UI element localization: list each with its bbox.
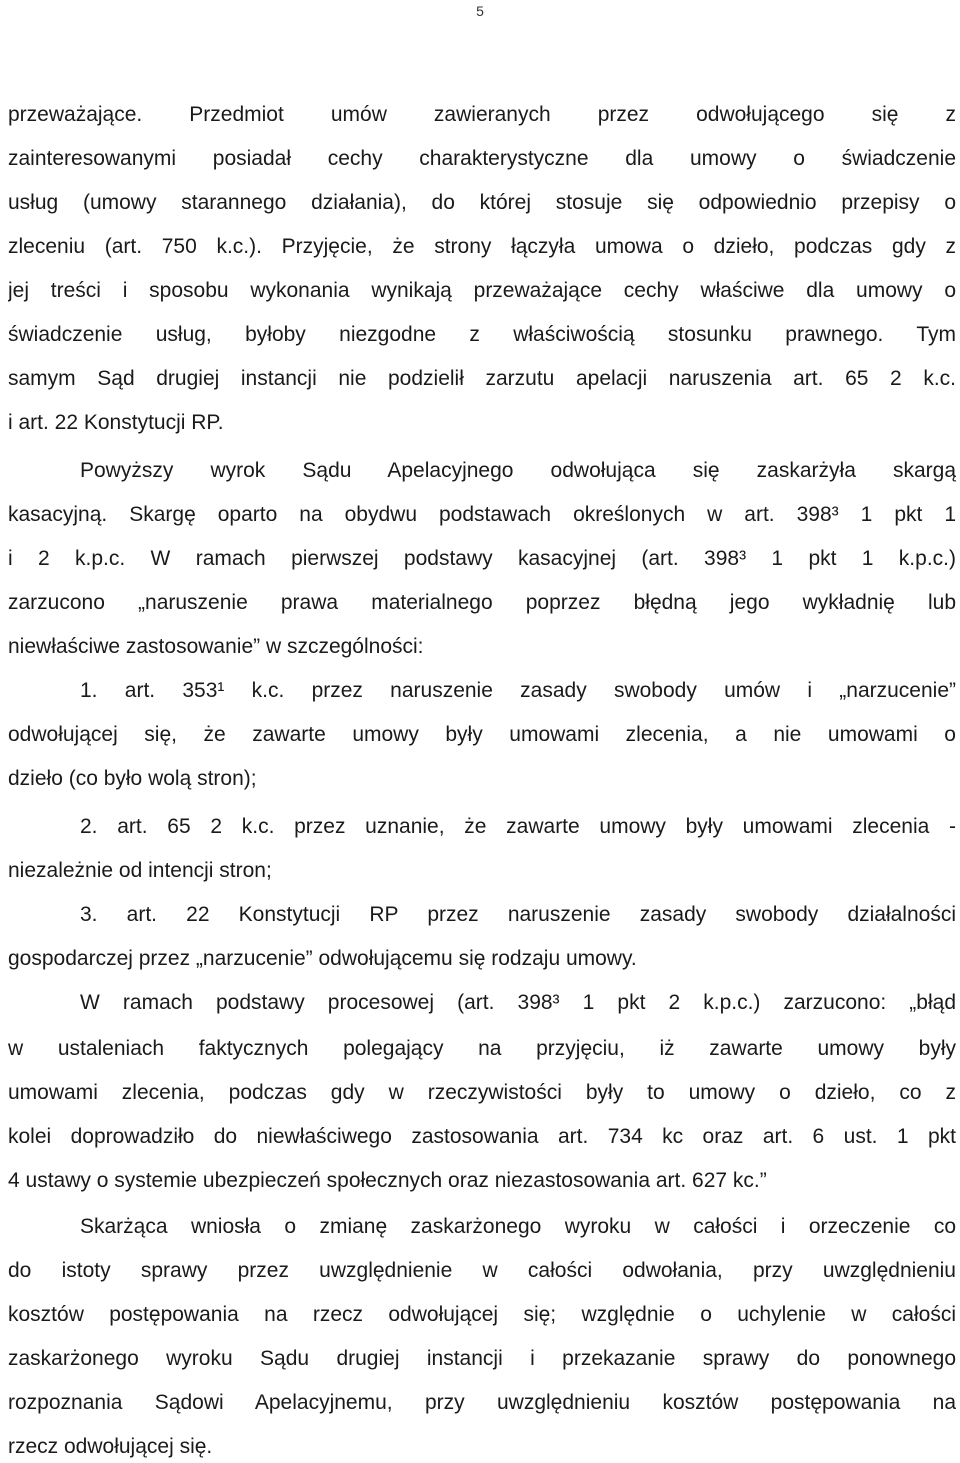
text-line: Skarżąca wniosła o zmianę zaskarżonego wyroku w całości i orzeczenie co [80, 1215, 956, 1238]
text-line: niewłaściwe zastosowanie” w szczególności: [8, 635, 424, 658]
text-line: zaskarżonego wyroku Sądu drugiej instancji i przekazanie sprawy do ponownego [8, 1347, 956, 1370]
text-line: odwołującej się, że zawarte umowy były umowami zlecenia, a nie umowami o [8, 723, 956, 746]
text-line: zarzucono „naruszenie prawa materialnego poprzez błędną jego wykładnię lub [8, 591, 956, 614]
text-line: 4 ustawy o systemie ubezpieczeń społecznych oraz niezastosowania art. 627 kc.” [8, 1169, 767, 1192]
text-line: W ramach podstawy procesowej (art. 398³ 1 pkt 2 k.p.c.) zarzucono: „błąd [80, 991, 956, 1014]
text-line: rzecz odwołującej się. [8, 1435, 213, 1458]
text-line: zleceniu (art. 750 k.c.). Przyjęcie, że strony łączyła umowa o dzieło, podczas gdy z [8, 235, 956, 258]
list-item-2: 2. art. 65 2 k.c. przez uznanie, że zawarte umowy były umowami zlecenia - [80, 815, 956, 838]
text-line: dzieło (co było wolą stron); [8, 767, 257, 790]
text-line: do istoty sprawy przez uwzględnienie w całości odwołania, przy uwzględnieniu [8, 1259, 956, 1282]
text-line: kosztów postępowania na rzecz odwołującej się; względnie o uchylenie w całości [8, 1303, 956, 1326]
text-line: świadczenie usług, byłoby niezgodne z właściwością stosunku prawnego. Tym [8, 323, 956, 346]
text-line: umowami zlecenia, podczas gdy w rzeczywistości były to umowy o dzieło, co z [8, 1081, 956, 1104]
text-line: samym Sąd drugiej instancji nie podzielił zarzutu apelacji naruszenia art. 65 2 k.c. [8, 367, 956, 390]
list-item-1: 1. art. 353¹ k.c. przez naruszenie zasady swobody umów i „narzucenie” [80, 679, 956, 702]
text-line: usług (umowy starannego działania), do której stosuje się odpowiednio przepisy o [8, 191, 956, 214]
text-line: i art. 22 Konstytucji RP. [8, 411, 224, 434]
list-item-3: 3. art. 22 Konstytucji RP przez naruszenie zasady swobody działalności [80, 903, 956, 926]
page-number: 5 [476, 3, 484, 19]
text-line: niezależnie od intencji stron; [8, 859, 272, 882]
text-line: kolei doprowadziło do niewłaściwego zastosowania art. 734 kc oraz art. 6 ust. 1 pkt [8, 1125, 956, 1148]
text-line: przeważające. Przedmiot umów zawieranych przez odwołującego się z [8, 103, 956, 126]
text-line: i 2 k.p.c. W ramach pierwszej podstawy kasacyjnej (art. 398³ 1 pkt 1 k.p.c.) [8, 547, 956, 570]
text-line: zainteresowanymi posiadał cechy charakterystyczne dla umowy o świadczenie [8, 147, 956, 170]
text-line: rozpoznania Sądowi Apelacyjnemu, przy uwzględnieniu kosztów postępowania na [8, 1391, 956, 1414]
text-line: kasacyjną. Skargę oparto na obydwu podstawach określonych w art. 398³ 1 pkt 1 [8, 503, 956, 526]
text-line: gospodarczej przez „narzucenie” odwołującemu się rodzaju umowy. [8, 947, 637, 970]
text-line: Powyższy wyrok Sądu Apelacyjnego odwołująca się zaskarżyła skargą [80, 459, 956, 482]
text-line: jej treści i sposobu wykonania wynikają przeważające cechy właściwe dla umowy o [8, 279, 956, 302]
text-line: w ustaleniach faktycznych polegający na przyjęciu, iż zawarte umowy były [8, 1037, 956, 1060]
